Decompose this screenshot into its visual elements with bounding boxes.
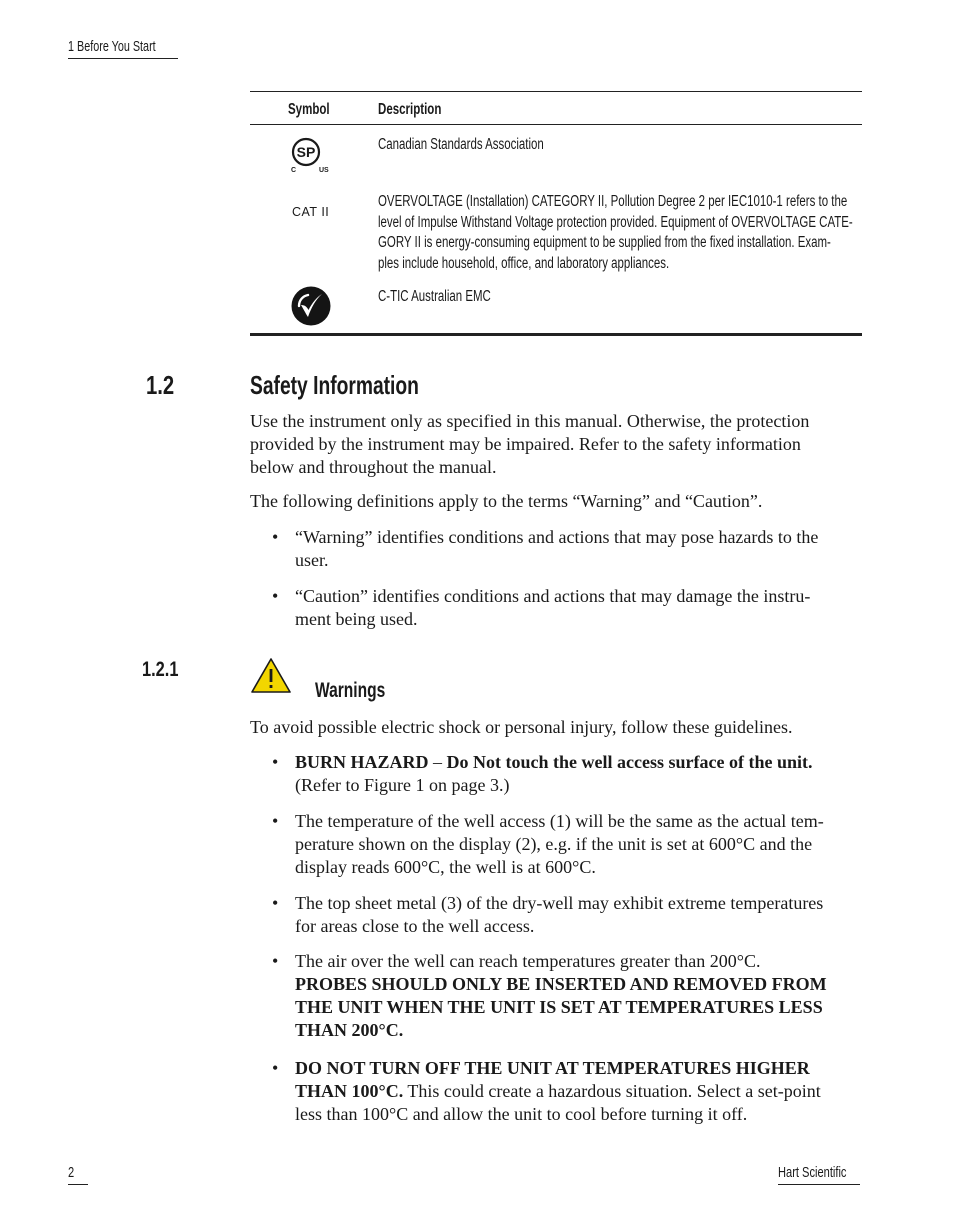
warning-line: for areas close to the well access. [295,916,535,936]
page-number [68,1164,88,1185]
csa-mark-letters: SP [296,144,316,160]
definition-line: “Warning” identifies conditions and actions that may pose hazards to the [295,527,819,547]
running-head-text: 1 Before You Start [68,38,156,55]
bullet-marker: • [272,586,279,606]
warning-bold-line: PROBES SHOULD ONLY BE INSERTED AND REMOVED FROM [295,974,827,994]
warning-line: The air over the well can reach temperatures greater than 200°C. [295,951,761,971]
c-tick-mark-icon [291,286,331,326]
cat-ii-line: level of Impulse Withstand Voltage protection provided. Equipment of OVERVOLTAGE CATE- [378,213,853,231]
description-column-header: Description [378,101,442,118]
warning-bold-line: DO NOT TURN OFF THE UNIT AT TEMPERATURES HIGHER [295,1058,810,1078]
intro-line: Use the instrument only as specified in this manual. Otherwise, the protection [250,411,810,431]
publisher-footer [778,1164,860,1185]
warning-bold-line: THE UNIT WHEN THE UNIT IS SET AT TEMPERATURES LESS [295,997,823,1017]
bullet-marker: • [272,951,279,971]
warning-triangle-icon [250,657,292,695]
definition-line: “Caution” identifies conditions and actions that may damage the instru- [295,586,811,606]
intro-line: provided by the instrument may be impaired. Refer to the safety information [250,434,801,454]
running-head [68,38,178,59]
dash: – [428,752,447,772]
cat-ii-line: GORY II is energy-consuming equipment to be supplied from the fixed installation. Exam- [378,234,831,251]
c-tick-description: C-TIC Australian EMC [378,288,491,305]
burn-hazard-text: Do Not touch the well access surface of the unit. [446,752,813,772]
section-title: Safety Information [250,370,419,400]
definition-line: ment being used. [295,609,418,629]
section-intro [250,410,862,479]
symbol-column-header: Symbol [288,101,330,118]
warning-fragment: This could create a hazardous situation. Select a set-point [403,1081,821,1101]
warning-line: (Refer to Figure 1 on page 3.) [295,775,510,795]
warning-bold-fragment: THAN 100°C. [295,1081,404,1101]
csa-us-label: US [319,167,329,174]
burn-hazard-label: BURN HAZARD [295,752,429,772]
csa-us-mark-icon [290,136,334,174]
warning-line: The temperature of the well access (1) will be the same as the actual tem- [295,811,824,831]
cat-ii-line: ples include household, office, and laboratory appliances. [378,254,670,272]
subsection-title: Warnings [315,679,386,702]
symbol-table-header [250,92,862,125]
definitions-intro: The following definitions apply to the terms “Warning” and “Caution”. [250,491,763,511]
warning-line: display reads 600°C, the well is at 600°C. [295,857,596,877]
bullet-marker: • [272,752,279,772]
csa-description: Canadian Standards Association [378,136,544,153]
publisher-text: Hart Scientific [778,1164,847,1181]
cat-ii-symbol: CAT II [292,205,330,219]
cat-ii-description [378,192,859,274]
page-number-text: 2 [68,1164,75,1181]
definition-line: user. [295,550,329,570]
warnings-intro: To avoid possible electric shock or personal injury, follow these guidelines. [250,717,793,737]
warning-line: The top sheet metal (3) of the dry-well may exhibit extreme temperatures [295,893,824,913]
symbol-table [250,91,862,336]
warning-line: perature shown on the display (2), e.g. if the unit is set at 600°C and the [295,834,813,854]
bullet-marker: • [272,527,279,547]
warning-bold-line: THAN 200°C. [295,1020,404,1040]
cat-ii-line: OVERVOLTAGE (Installation) CATEGORY II, Pollution Degree 2 per IEC1010-1 refers to the [378,193,848,210]
bullet-marker: • [272,1058,279,1078]
bullet-marker: • [272,811,279,831]
bullet-marker: • [272,893,279,913]
warning-line [295,751,860,774]
warning-line [295,1080,860,1103]
section-number: 1.2 [146,370,175,400]
subsection-number: 1.2.1 [142,658,179,681]
csa-c-label: C [291,167,297,174]
warning-line: less than 100°C and allow the unit to cool before turning it off. [295,1104,748,1124]
intro-line: below and throughout the manual. [250,457,497,477]
